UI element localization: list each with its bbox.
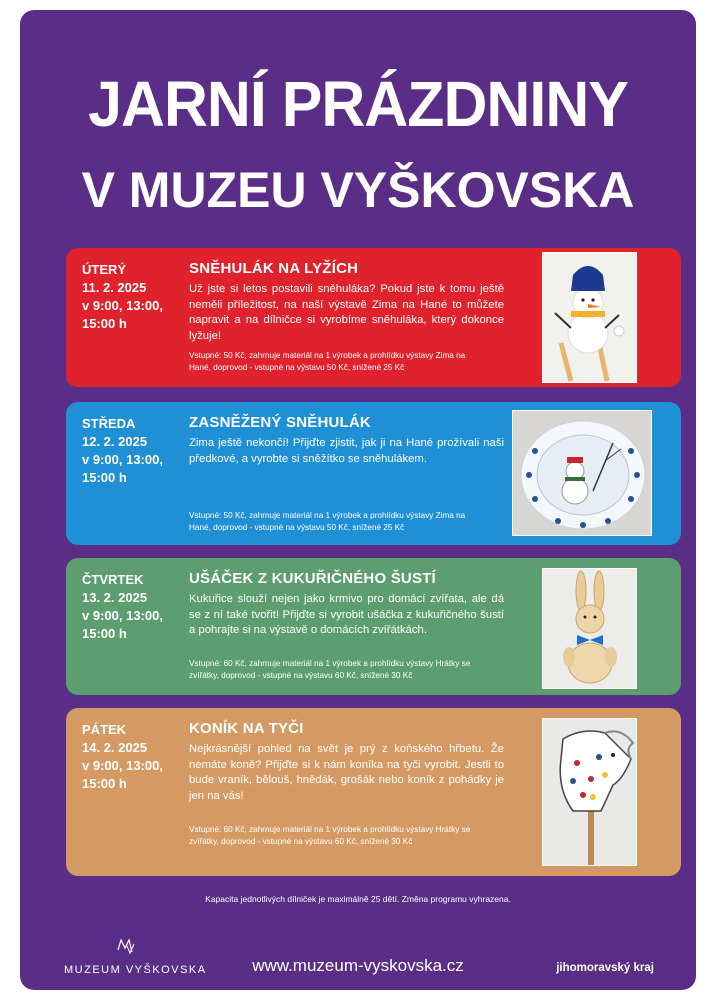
corn-husk-bunny-photo [542, 568, 637, 689]
event-times-end: 15:00 h [82, 316, 127, 331]
event-times-end: 15:00 h [82, 470, 127, 485]
subtitle: V MUZEU VYŠKOVSKA [81, 162, 635, 218]
event-date: 13. 2. 2025 [82, 590, 148, 605]
event-fee: Vstupné: 50 Kč, zahrnuje materiál na 1 výrobek a prohlídku výstavy Zima na Hané, doprovod - vstupné na výstavu 50 Kč, snížené 25 Kč [189, 511, 466, 532]
museum-logo-text: MUZEUM VYŠKOVSKA [64, 964, 207, 976]
event-schedule [82, 415, 202, 487]
snowman-on-skis-photo [542, 252, 637, 383]
event-description: Zima ještě nekončí! Přijďte zjistit, jak ji na Hané prožívali naši předkové, a vyrobte si sněžítko se sněhulákem. [189, 437, 504, 465]
event-fee: Vstupné: 60 Kč, zahrnuje materiál na 1 výrobek a prohlídku výstavy Hrátky se zvířátky, doprovod - vstupné na výstavu 60 Kč, snížené 30 Kč [189, 659, 471, 680]
event-day: PÁTEK [82, 722, 127, 737]
event-date: 11. 2. 2025 [82, 280, 147, 295]
event-times: v 9:00, 13:00, [82, 608, 163, 623]
event-schedule [82, 721, 202, 793]
event-fee: Vstupné: 50 Kč, zahrnuje materiál na 1 výrobek a prohlídku výstavy Zima na Hané, doprovod - vstupné na výstavu 50 Kč, snížené 25 Kč [189, 351, 466, 372]
poster-background [20, 10, 696, 990]
event-card-friday [66, 708, 681, 876]
event-day: ÚTERÝ [82, 262, 127, 277]
event-date: 12. 2. 2025 [82, 434, 148, 449]
event-schedule [82, 571, 202, 643]
event-times-end: 15:00 h [82, 776, 127, 791]
event-card-wednesday [66, 402, 681, 545]
museum-logo-icon [116, 936, 136, 956]
event-times-end: 15:00 h [82, 626, 127, 641]
main-title: JARNÍ PRÁZDNINY [88, 68, 628, 140]
event-description: Kukuřice slouží nejen jako krmivo pro domácí zvířata, ale dá se z ní také tvořit! Přijďte si vyrobit ušáčka z kukuřičného šustí a pohrajte si na výstavě o domácích zvířátkách. [189, 593, 504, 636]
event-description: Už jste si letos postavili sněhuláka? Pokud jste k tomu ještě neměli příležitost, na naší výstavě Zima na Hané to můžete napravit a na dílničce si vyrobíme sněhuláka, který dokonce lyžuje! [189, 283, 504, 342]
event-times: v 9:00, 13:00, [82, 758, 163, 773]
snow-globe-photo [512, 410, 652, 536]
event-times: v 9:00, 13:00, [82, 298, 163, 313]
event-description: Nejkrásnější pohled na svět je prý z koňského hřbetu. Že nemáte koně? Přijďte si k nám koníka na tyči vyrobit. Jestli to bude vraník, bělouš, hnědák, grošák nebo koník z pohádky je jen na vás! [189, 743, 504, 802]
event-fee: Vstupné: 60 Kč, zahrnuje materiál na 1 výrobek a prohlídku výstavy Hrátky se zvířátky, doprovod - vstupné na výstavu 60 Kč, snížené 30 Kč [189, 825, 471, 846]
event-title: ZASNĚŽENÝ SNĚHULÁK [189, 414, 371, 431]
event-title: KONÍK NA TYČI [189, 720, 304, 737]
capacity-note: Kapacita jednotlivých dílniček je maximálně 25 dětí. Změna programu vyhrazena. [205, 894, 511, 904]
event-day: ČTVRTEK [82, 572, 144, 587]
event-day: STŘEDA [82, 416, 136, 431]
event-card-thursday [66, 558, 681, 695]
hobby-horse-photo [542, 718, 637, 866]
event-title: UŠÁČEK Z KUKUŘIČNÉHO ŠUSTÍ [189, 570, 436, 587]
event-card-tuesday [66, 248, 681, 387]
event-times: v 9:00, 13:00, [82, 452, 163, 467]
event-title: SNĚHULÁK NA LYŽÍCH [189, 260, 359, 277]
website-link[interactable]: www.muzeum-vyskovska.cz [252, 956, 464, 975]
event-date: 14. 2. 2025 [82, 740, 148, 755]
event-schedule [82, 261, 202, 333]
region-logo-text: jihomoravský kraj [556, 962, 654, 974]
